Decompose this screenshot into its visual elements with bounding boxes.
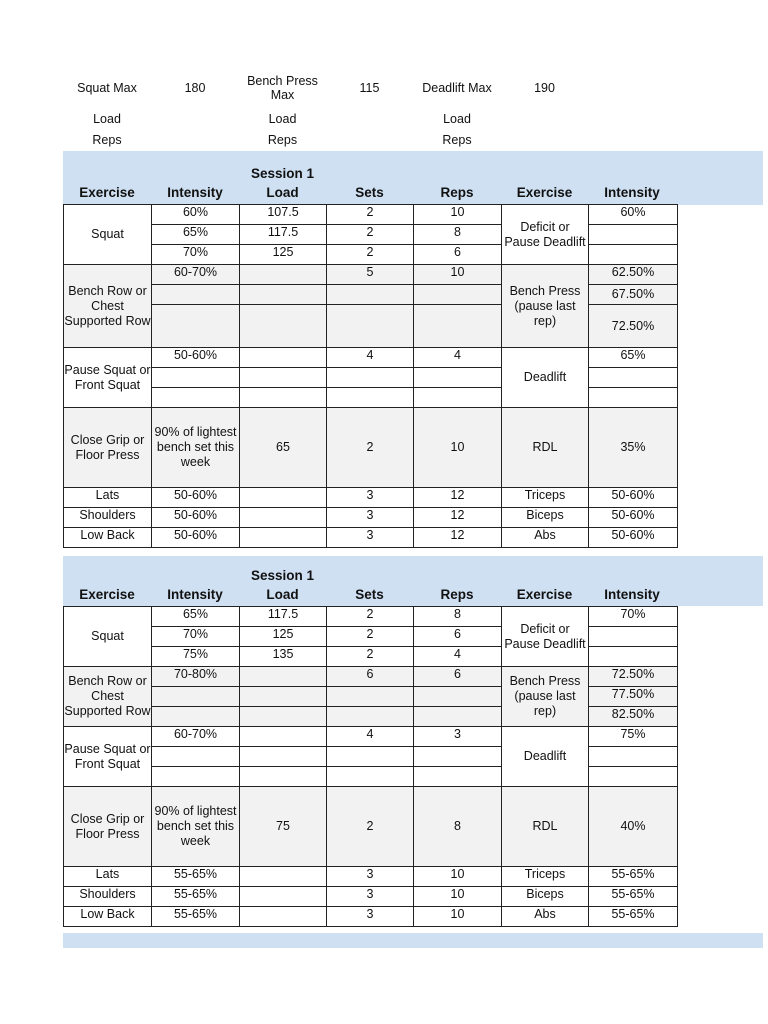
empty-cell	[240, 348, 327, 368]
reps-cell: 8	[414, 225, 502, 245]
empty-cell	[327, 368, 414, 388]
sets-cell: 2	[327, 225, 414, 245]
rdl-exercise: RDL	[502, 787, 589, 867]
accessory-exercise: Abs	[502, 907, 589, 927]
sets-cell: 3	[327, 867, 414, 887]
sets-cell: 2	[327, 627, 414, 647]
col-load: Load	[266, 587, 299, 602]
load-cell: 135	[240, 647, 327, 667]
reps-cell: 6	[414, 627, 502, 647]
accessory-exercise: Low Back	[64, 528, 152, 548]
sets-cell: 2	[327, 647, 414, 667]
accessory-exercise: Low Back	[64, 907, 152, 927]
load-cell: 107.5	[240, 205, 327, 225]
col-intensity: Intensity	[167, 185, 223, 200]
accessory-exercise: Biceps	[502, 887, 589, 907]
intensity-cell: 50-60%	[152, 528, 240, 548]
intensity-cell: 35%	[589, 408, 678, 488]
empty-cell	[240, 528, 327, 548]
empty-cell	[414, 767, 502, 787]
empty-cell	[414, 388, 502, 408]
empty-cell	[152, 305, 240, 348]
sets-cell: 2	[327, 787, 414, 867]
intensity-cell: 55-65%	[152, 907, 240, 927]
sets-cell: 2	[327, 408, 414, 488]
empty-cell	[327, 388, 414, 408]
intensity-cell: 62.50%	[589, 265, 678, 285]
intensity-cell: 55-65%	[589, 887, 678, 907]
col-intensity-2: Intensity	[604, 185, 660, 200]
intensity-cell: 65%	[589, 348, 678, 368]
sets-cell: 2	[327, 205, 414, 225]
pause-squat-exercise: Pause Squat or Front Squat	[64, 727, 152, 787]
load-cell: 117.5	[240, 225, 327, 245]
empty-cell	[240, 907, 327, 927]
empty-cell	[589, 388, 678, 408]
squat-reps-label: Reps	[92, 133, 122, 147]
load-cell: 75	[240, 787, 327, 867]
empty-cell	[152, 747, 240, 767]
sets-cell: 3	[327, 508, 414, 528]
sets-cell: 3	[327, 907, 414, 927]
intensity-cell: 50-60%	[589, 528, 678, 548]
sets-cell: 5	[327, 265, 414, 285]
empty-cell	[589, 767, 678, 787]
col-load: Load	[266, 185, 299, 200]
intensity-cell: 90% of lightest bench set this week	[152, 787, 240, 867]
reps-cell: 12	[414, 528, 502, 548]
reps-cell: 10	[414, 205, 502, 225]
week2-table	[63, 606, 678, 927]
row-exercise: Bench Row or Chest Supported Row	[64, 667, 152, 727]
rdl-exercise: RDL	[502, 408, 589, 488]
close-grip-exercise: Close Grip or Floor Press	[64, 408, 152, 488]
empty-cell	[240, 488, 327, 508]
accessory-exercise: Triceps	[502, 867, 589, 887]
intensity-cell: 75%	[152, 647, 240, 667]
squat-exercise: Squat	[64, 205, 152, 265]
intensity-cell: 55-65%	[589, 907, 678, 927]
intensity-cell: 72.50%	[589, 667, 678, 687]
empty-cell	[327, 285, 414, 305]
empty-cell	[327, 687, 414, 707]
intensity-cell: 40%	[589, 787, 678, 867]
accessory-exercise: Abs	[502, 528, 589, 548]
intensity-cell: 65%	[152, 607, 240, 627]
empty-cell	[240, 707, 327, 727]
squat-load-label: Load	[93, 112, 121, 126]
empty-cell	[589, 245, 678, 265]
empty-cell	[414, 687, 502, 707]
empty-cell	[152, 368, 240, 388]
intensity-cell: 77.50%	[589, 687, 678, 707]
reps-cell: 12	[414, 488, 502, 508]
intensity-cell: 55-65%	[589, 867, 678, 887]
sets-cell: 2	[327, 607, 414, 627]
intensity-cell: 55-65%	[152, 867, 240, 887]
intensity-cell: 60-70%	[152, 265, 240, 285]
reps-cell: 8	[414, 607, 502, 627]
intensity-cell: 60-70%	[152, 727, 240, 747]
week1-table	[63, 204, 678, 548]
sets-cell: 3	[327, 528, 414, 548]
reps-cell: 4	[414, 348, 502, 368]
intensity-cell: 90% of lightest bench set this week	[152, 408, 240, 488]
deadlift-reps-label: Reps	[442, 133, 472, 147]
accessory-exercise: Shoulders	[64, 508, 152, 528]
empty-cell	[589, 368, 678, 388]
row-exercise: Bench Row or Chest Supported Row	[64, 265, 152, 348]
empty-cell	[589, 747, 678, 767]
intensity-cell: 70%	[589, 607, 678, 627]
intensity-cell: 82.50%	[589, 707, 678, 727]
accessory-exercise: Biceps	[502, 508, 589, 528]
col-sets: Sets	[355, 587, 384, 602]
empty-cell	[240, 368, 327, 388]
empty-cell	[240, 508, 327, 528]
sets-cell: 2	[327, 245, 414, 265]
empty-cell	[240, 767, 327, 787]
accessory-exercise: Shoulders	[64, 887, 152, 907]
intensity-cell: 72.50%	[589, 305, 678, 348]
sets-cell: 6	[327, 667, 414, 687]
col-exercise-2: Exercise	[516, 185, 573, 200]
intensity-cell: 70%	[152, 245, 240, 265]
empty-cell	[327, 707, 414, 727]
bench-reps-label: Reps	[267, 133, 298, 147]
col-exercise: Exercise	[79, 587, 135, 602]
col-reps: Reps	[440, 587, 474, 602]
accessory-exercise: Lats	[64, 488, 152, 508]
bench-max-label: Bench Press Max	[247, 74, 318, 102]
accessory-exercise: Lats	[64, 867, 152, 887]
deficit-deadlift-exercise: Deficit or Pause Deadlift	[502, 205, 589, 265]
empty-cell	[240, 285, 327, 305]
empty-cell	[152, 707, 240, 727]
col-sets: Sets	[355, 185, 384, 200]
reps-cell: 10	[414, 887, 502, 907]
reps-cell: 8	[414, 787, 502, 867]
squat-max-value: 180	[184, 81, 206, 95]
empty-cell	[414, 305, 502, 348]
reps-cell: 6	[414, 245, 502, 265]
empty-cell	[152, 687, 240, 707]
empty-cell	[589, 627, 678, 647]
col-reps: Reps	[440, 185, 474, 200]
session-title: Session 1	[250, 568, 315, 583]
empty-cell	[414, 368, 502, 388]
empty-cell	[240, 887, 327, 907]
bench-press-exercise: Bench Press (pause last rep)	[502, 667, 589, 727]
empty-cell	[327, 767, 414, 787]
intensity-cell: 65%	[152, 225, 240, 245]
squat-max-label: Squat Max	[77, 81, 137, 95]
reps-cell: 10	[414, 867, 502, 887]
intensity-cell: 67.50%	[589, 285, 678, 305]
col-exercise-2: Exercise	[516, 587, 573, 602]
sets-cell: 4	[327, 348, 414, 368]
intensity-cell: 70-80%	[152, 667, 240, 687]
empty-cell	[327, 747, 414, 767]
empty-cell	[589, 225, 678, 245]
empty-cell	[240, 388, 327, 408]
empty-cell	[240, 305, 327, 348]
reps-cell: 6	[414, 667, 502, 687]
accessory-exercise: Triceps	[502, 488, 589, 508]
squat-exercise: Squat	[64, 607, 152, 667]
deadlift-max-label: Deadlift Max	[422, 81, 492, 95]
empty-cell	[327, 305, 414, 348]
bench-press-exercise: Bench Press (pause last rep)	[502, 265, 589, 348]
deadlift-exercise: Deadlift	[502, 348, 589, 408]
intensity-cell: 50-60%	[589, 488, 678, 508]
reps-cell: 10	[414, 907, 502, 927]
session-title: Session 1	[250, 166, 315, 181]
intensity-cell: 55-65%	[152, 887, 240, 907]
deadlift-exercise: Deadlift	[502, 727, 589, 787]
empty-cell	[152, 285, 240, 305]
sets-cell: 3	[327, 887, 414, 907]
intensity-cell: 60%	[589, 205, 678, 225]
col-intensity: Intensity	[167, 587, 223, 602]
reps-cell: 3	[414, 727, 502, 747]
empty-cell	[152, 388, 240, 408]
empty-cell	[240, 747, 327, 767]
deadlift-load-label: Load	[443, 112, 471, 126]
reps-cell: 10	[414, 408, 502, 488]
deadlift-max-value: 190	[534, 81, 555, 95]
load-cell: 125	[240, 627, 327, 647]
close-grip-exercise: Close Grip or Floor Press	[64, 787, 152, 867]
pause-squat-exercise: Pause Squat or Front Squat	[64, 348, 152, 408]
bench-load-label: Load	[268, 112, 297, 126]
col-exercise: Exercise	[79, 185, 135, 200]
empty-cell	[240, 727, 327, 747]
empty-cell	[414, 707, 502, 727]
footer-band	[63, 933, 763, 948]
bench-max-value: 115	[359, 81, 380, 95]
reps-cell: 4	[414, 647, 502, 667]
empty-cell	[240, 265, 327, 285]
empty-cell	[240, 667, 327, 687]
load-cell: 125	[240, 245, 327, 265]
deficit-deadlift-exercise: Deficit or Pause Deadlift	[502, 607, 589, 667]
intensity-cell: 70%	[152, 627, 240, 647]
empty-cell	[414, 285, 502, 305]
intensity-cell: 50-60%	[589, 508, 678, 528]
empty-cell	[589, 647, 678, 667]
reps-cell: 10	[414, 265, 502, 285]
empty-cell	[414, 747, 502, 767]
intensity-cell: 75%	[589, 727, 678, 747]
col-intensity-2: Intensity	[604, 587, 660, 602]
intensity-cell: 50-60%	[152, 348, 240, 368]
load-cell: 65	[240, 408, 327, 488]
sets-cell: 3	[327, 488, 414, 508]
intensity-cell: 60%	[152, 205, 240, 225]
intensity-cell: 50-60%	[152, 508, 240, 528]
intensity-cell: 50-60%	[152, 488, 240, 508]
empty-cell	[240, 867, 327, 887]
reps-cell: 12	[414, 508, 502, 528]
sets-cell: 4	[327, 727, 414, 747]
empty-cell	[240, 687, 327, 707]
load-cell: 117.5	[240, 607, 327, 627]
empty-cell	[152, 767, 240, 787]
